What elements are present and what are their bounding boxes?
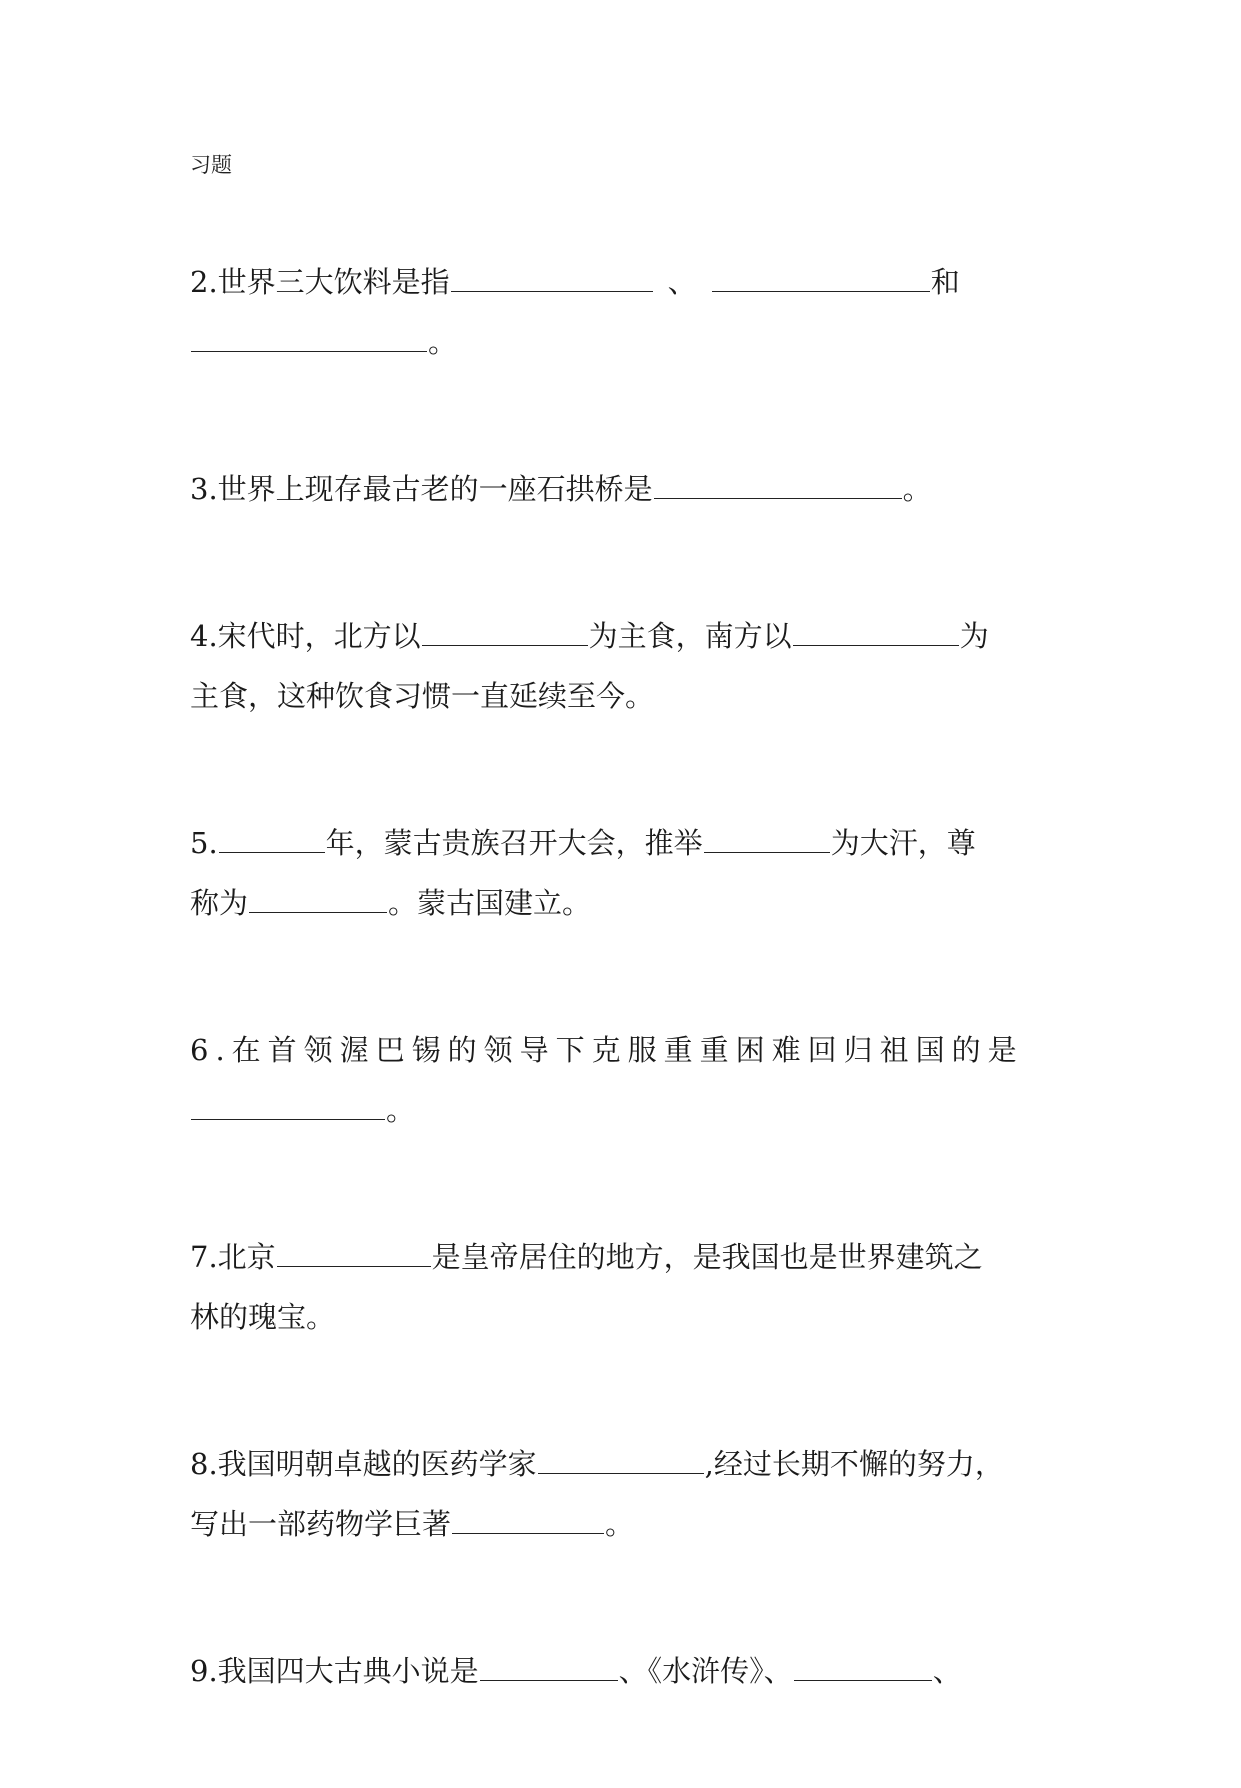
- question-text: 、《水浒传》、: [618, 1654, 793, 1688]
- question-7: [190, 1227, 1055, 1347]
- question-text: 2.世界三大饮料是指: [190, 265, 450, 299]
- question-text: 6.在首领渥巴锡的领导下克服重重困难回归祖国的是: [190, 1033, 1024, 1067]
- question-text: 8.我国明朝卓越的医药学家: [190, 1447, 537, 1481]
- question-text: 5.: [190, 826, 218, 860]
- question-text: 和: [930, 265, 960, 299]
- answer-blank[interactable]: [451, 261, 653, 292]
- question-text: 3.世界上现存最古老的一座石拱桥是: [190, 472, 653, 506]
- question-text: 9.我国四大古典小说是: [190, 1654, 479, 1688]
- answer-blank[interactable]: [794, 1650, 932, 1681]
- question-line: [190, 1080, 1055, 1140]
- page-header: [190, 150, 232, 180]
- question-text: 。蒙古国建立。: [388, 886, 592, 920]
- question-line: [190, 813, 1055, 873]
- answer-blank[interactable]: [452, 1503, 604, 1534]
- question-line: [190, 1494, 1055, 1554]
- question-text: 林的瑰宝。: [190, 1300, 336, 1334]
- answer-blank[interactable]: [191, 1089, 385, 1120]
- question-text: 、: [932, 1654, 962, 1688]
- question-8: [190, 1434, 1055, 1554]
- answer-blank[interactable]: [277, 1236, 431, 1267]
- question-line: [190, 459, 1055, 519]
- question-line: [190, 1287, 1055, 1347]
- question-line: [190, 252, 1055, 312]
- answer-blank[interactable]: [219, 822, 325, 853]
- question-4: [190, 606, 1055, 726]
- question-text: 为: [959, 619, 989, 653]
- question-text: 为主食，南方以: [588, 619, 792, 653]
- answer-blank[interactable]: [422, 615, 588, 646]
- answer-blank[interactable]: [191, 321, 427, 352]
- question-5: [190, 813, 1055, 933]
- question-text: 4.宋代时，北方以: [190, 619, 421, 653]
- question-line: [190, 606, 1055, 666]
- question-text: 。: [428, 325, 458, 359]
- question-line: [190, 666, 1055, 726]
- question-text: 称为: [190, 886, 249, 920]
- header-title: 习题: [190, 153, 232, 177]
- answer-blank[interactable]: [249, 882, 387, 913]
- answer-blank[interactable]: [654, 468, 902, 499]
- question-text: 。: [605, 1507, 635, 1541]
- question-line: [190, 1020, 1055, 1080]
- question-text: 年，蒙古贵族召开大会，推举: [325, 826, 703, 860]
- answer-blank[interactable]: [704, 822, 830, 853]
- question-line: [190, 1434, 1055, 1494]
- question-text: ,经过长期不懈的努力，: [704, 1447, 1004, 1481]
- question-6: [190, 1020, 1055, 1140]
- question-text: 写出一部药物学巨著: [190, 1507, 452, 1541]
- question-9: [190, 1641, 1055, 1701]
- question-text: 。: [902, 472, 932, 506]
- question-line: [190, 312, 1055, 372]
- answer-blank[interactable]: [793, 615, 959, 646]
- answer-blank[interactable]: [480, 1650, 618, 1681]
- question-text: 主食，这种饮食习惯一直延续至今。: [190, 679, 655, 713]
- question-text: 7.北京: [190, 1240, 276, 1274]
- question-3: [190, 459, 1055, 519]
- question-line: [190, 1641, 1055, 1701]
- answer-blank[interactable]: [712, 261, 930, 292]
- question-text: 是皇帝居住的地方，是我国也是世界建筑之: [431, 1240, 983, 1274]
- question-text: 。: [386, 1093, 416, 1127]
- question-text: 、: [667, 265, 697, 299]
- answer-blank[interactable]: [538, 1443, 704, 1474]
- question-line: [190, 873, 1055, 933]
- question-2: [190, 252, 1055, 372]
- question-list: [190, 252, 1055, 1788]
- question-line: [190, 1227, 1055, 1287]
- question-text: 为大汗，尊: [830, 826, 976, 860]
